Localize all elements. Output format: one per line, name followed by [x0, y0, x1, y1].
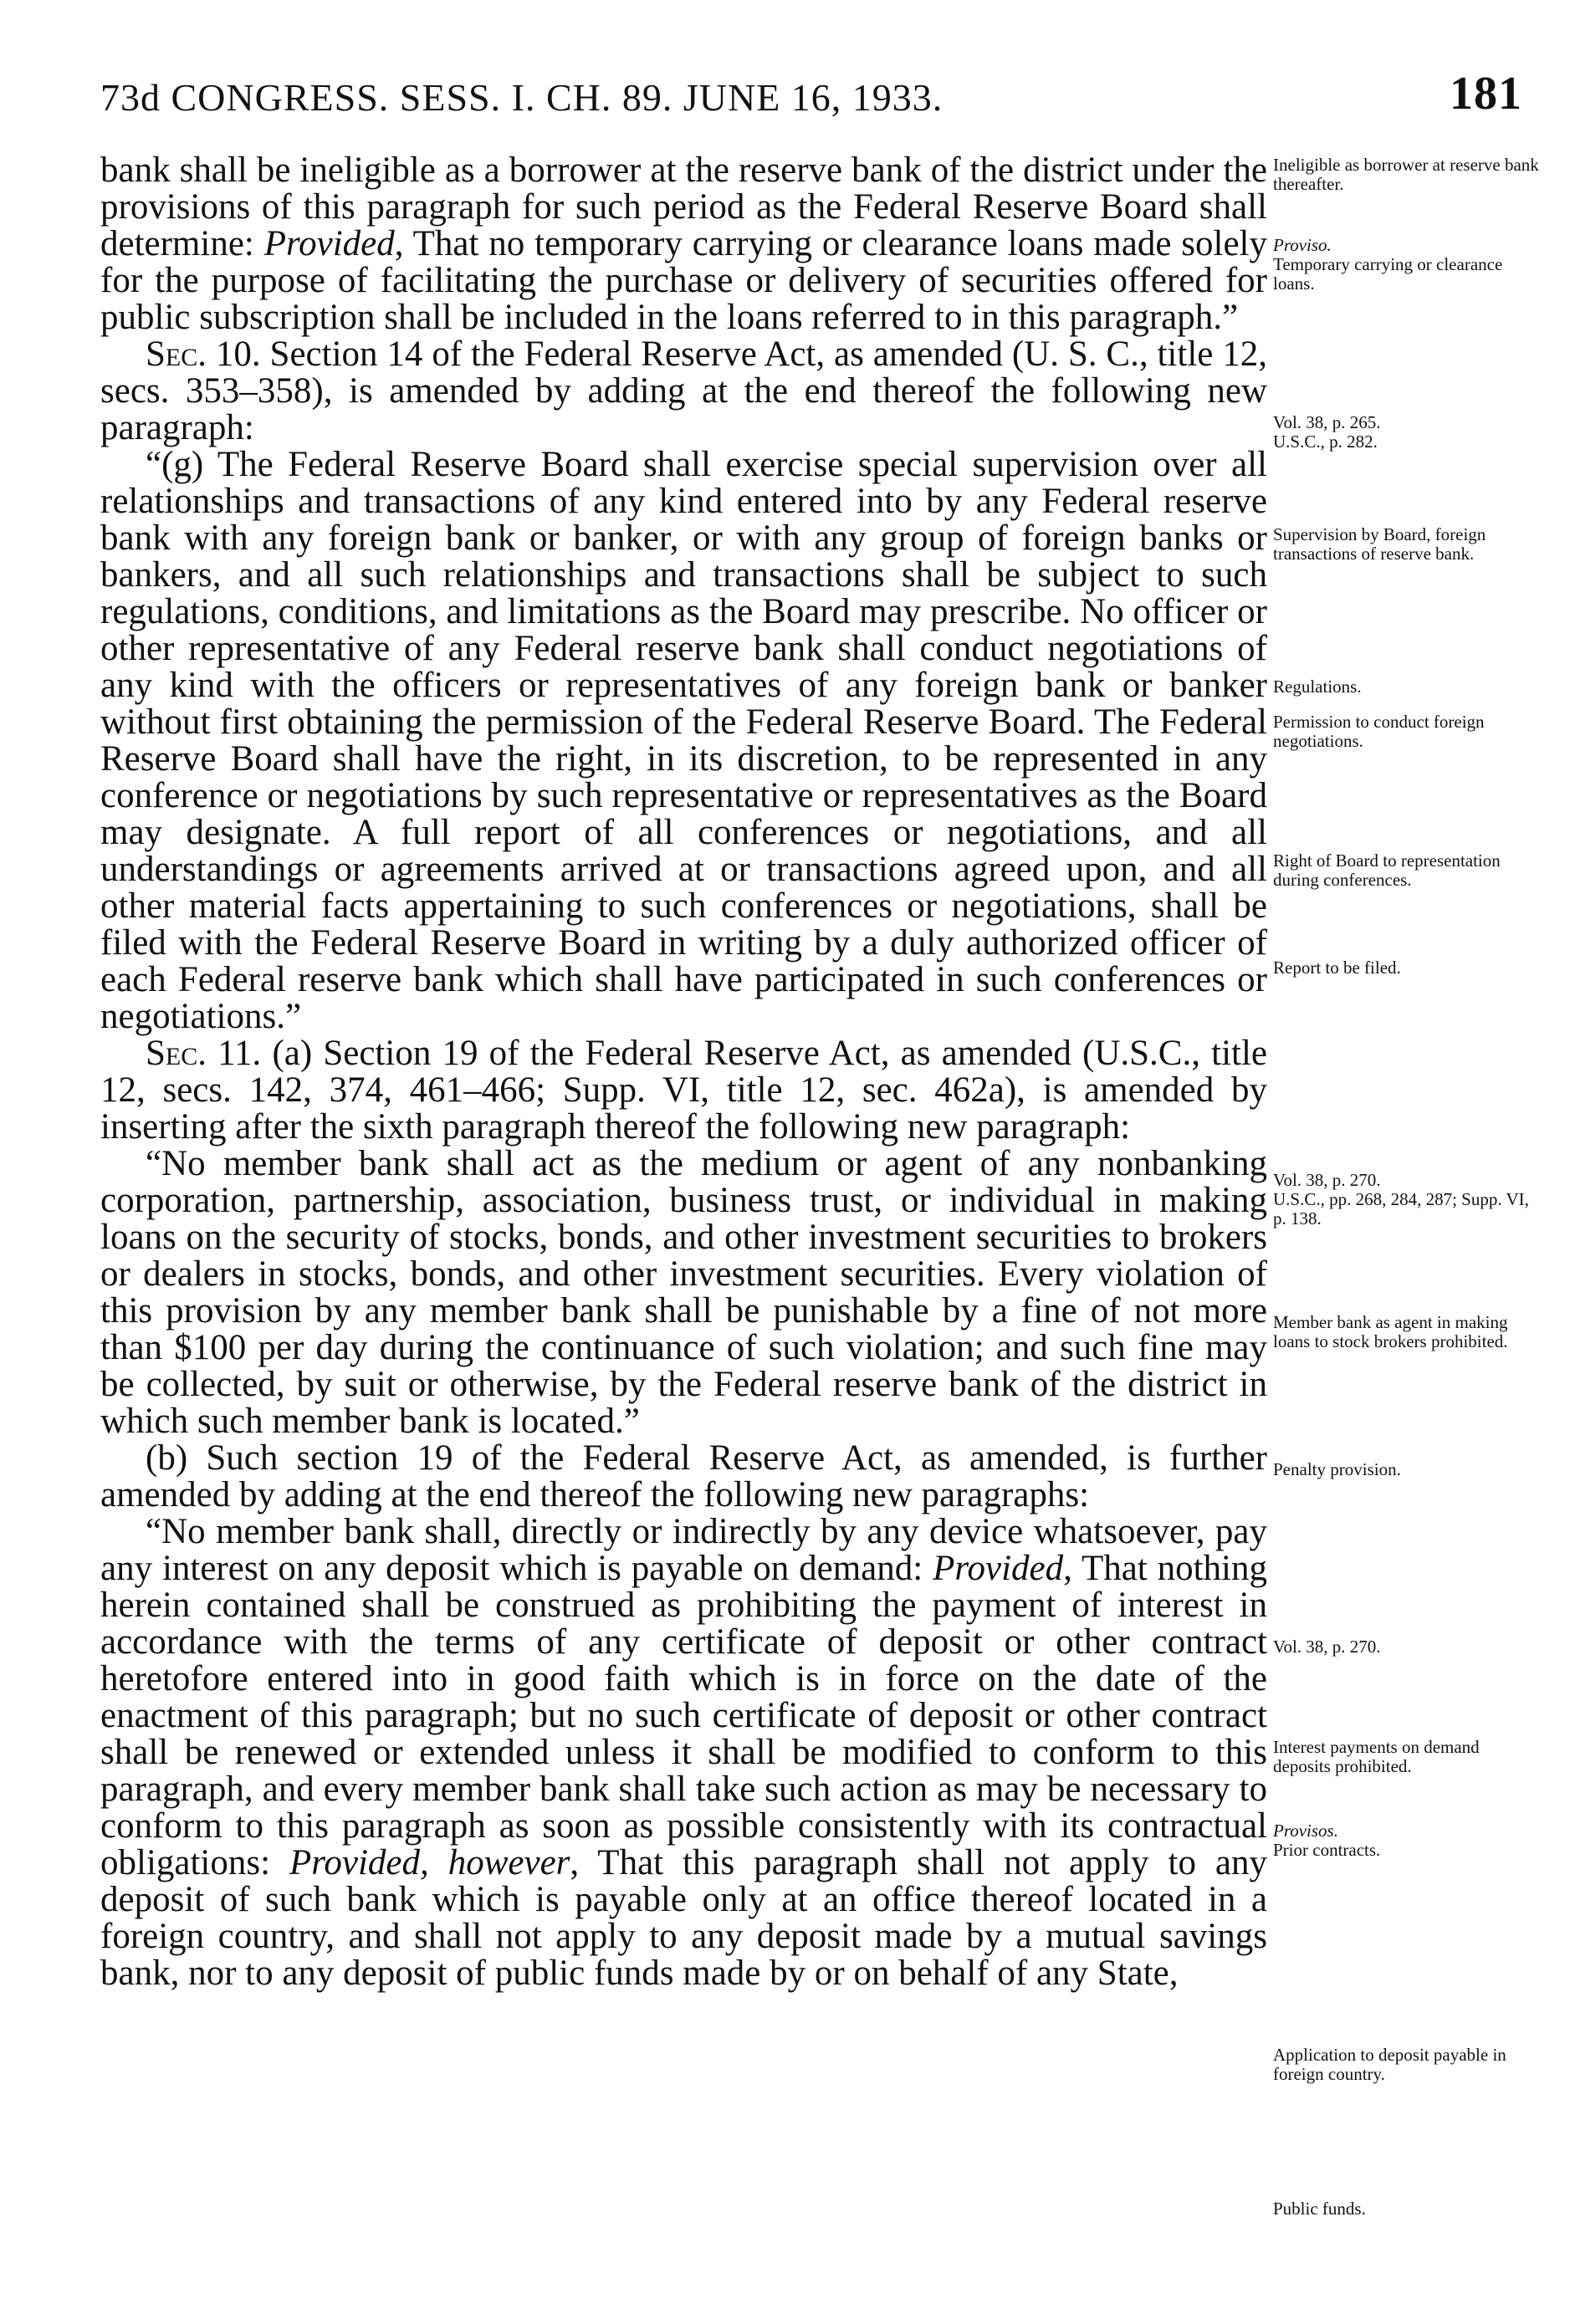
paragraph-b: (b) Such section 19 of the Federal Reserve Act, as amended, is further amended by adding at the end thereof the following new paragraphs:: [100, 1438, 1267, 1514]
margin-note-foreign-deposit: Application to deposit payable in foreign country.: [1273, 2045, 1506, 2084]
body-text: [100, 152, 1267, 1992]
margin-usc-ref-2: U.S.C., pp. 268, 284, 287; Supp. VI, p. 138.: [1273, 1189, 1529, 1228]
sec-10-label: Sec. 10.: [146, 335, 261, 374]
paragraph-interest: [100, 1514, 1267, 1992]
paragraph-member-bank-agent: “No member bank shall act as the medium or agent of any nonbanking corporation, partnership, association, business trust, or individual in making loans on the security of stocks, bonds, and other investment securities to brokers or dealers in stocks, bonds, and other investment securities. Every violation of this provision by any member bank shall be punishable by a fine of not more than $100 per day during the continuance of such violation; and such fine may be collected, by suit or otherwise, by the Federal reserve bank of the district in which such member bank is located.”: [100, 1144, 1267, 1441]
p7-proviso-1: Provided: [933, 1549, 1064, 1588]
margin-note-penalty: Penalty provision.: [1273, 1459, 1401, 1479]
margin-note-regulations: Regulations.: [1273, 677, 1362, 697]
margin-note-vol38-270: [1273, 1171, 1541, 1228]
margin-note-report: Report to be filed.: [1273, 958, 1401, 978]
p7-text-b: , That nothing herein contained shall be construed as prohibiting the payment of interest in accordance with the terms of any certificate of deposit or other contract heretofore entered into in good faith which is in force on the date of the enactment of this paragraph; but no such certificate of deposit or other contract shall be renewed or extended unless it shall be modified to conform to this paragraph, and every member bank shall take such action as may be necessary to conform to this paragraph as soon as possible consistently with its contractual obligations:: [100, 1549, 1267, 1882]
margin-provisos-label: Provisos.: [1273, 1821, 1338, 1841]
margin-note-member-bank-agent: Member bank as agent in making loans to stock brokers prohibited.: [1273, 1312, 1508, 1351]
margin-note-permission: Permission to conduct foreign negotiations.: [1273, 712, 1485, 751]
margin-note-supervision: Supervision by Board, foreign transactions of reserve bank.: [1273, 524, 1486, 564]
p7-text-a: “No member bank shall, directly or indirectly by any device whatsoever, pay any interest on any deposit which is payable on demand:: [100, 1512, 1267, 1588]
p1-text-a: bank shall be ineligible as a borrower at the reserve bank of the district under the provisions of this paragraph for such period as the Federal Reserve Board shall determine:: [100, 151, 1267, 263]
paragraph-sec-11: [100, 1035, 1267, 1146]
p1-text-b: , That no temporary carrying or clearance loans made solely for the purpose of facilitating the purchase or delivery of securities offered for public subscription shall be included in the loans referred to in this paragraph.”: [100, 224, 1267, 337]
margin-note-interest: Interest payments on demand deposits prohibited.: [1273, 1737, 1480, 1776]
sec-11-label: Sec. 11.: [146, 1034, 262, 1073]
margin-vol-ref-2: Vol. 38, p. 270.: [1273, 1170, 1381, 1190]
margin-prior-contracts: Prior contracts.: [1273, 1840, 1381, 1860]
sec-10-text: Section 14 of the Federal Reserve Act, as amended (U. S. C., title 12, secs. 353–358), is amended by adding at the end thereof the following new paragraph:: [100, 335, 1268, 447]
p1-proviso: Provided: [263, 224, 395, 263]
paragraph-g: “(g) The Federal Reserve Board shall exercise special supervision over all relationships and transactions of any kind entered into by any Federal reserve bank with any foreign bank or banker, or with any group of foreign banks or bankers, and all such relationships and transactions shall be subject to such regulations, conditions, and limitations as the Board may prescribe. No officer or other representative of any Federal reserve bank shall conduct negotiations of any kind with the officers or representatives of any foreign bank or banker without first obtaining the permission of the Federal Reserve Board. The Federal Reserve Board shall have the right, in its discretion, to be represented in any conference or negotiations by such representative or representatives as the Board may designate. A full report of all conferences or negotiations, and all understandings or agreements arrived at or transactions agreed upon, and all other material facts appertaining to such conferences or negotiations, shall be filed with the Federal Reserve Board in writing by a duly authorized officer of each Federal reserve bank which shall have participated in such conferences or negotiations.”: [100, 445, 1267, 1036]
page-number: 181: [1450, 68, 1522, 120]
margin-note-provisos: [1273, 1821, 1541, 1860]
margin-note-representation: Right of Board to representation during conferences.: [1273, 850, 1501, 890]
margin-note-proviso: [1273, 236, 1541, 294]
margin-usc-ref: U.S.C., p. 282.: [1273, 432, 1378, 452]
margin-note-vol38-265: [1273, 413, 1541, 452]
margin-note-public-funds: Public funds.: [1273, 2199, 1366, 2219]
p7-text-c: , That this paragraph shall not apply to any deposit of such bank which is payable only at an office thereof located in a foreign country, and shall not apply to any deposit made by a mutual savings bank, nor to any deposit of public funds made by or on behalf of any State,: [100, 1843, 1267, 1993]
p7-proviso-2: Provided, however: [289, 1843, 570, 1882]
margin-proviso-label: Proviso.: [1273, 235, 1332, 255]
paragraph-sec-10: [100, 336, 1267, 447]
sec-11-text: (a) Section 19 of the Federal Reserve Act, as amended (U.S.C., title 12, secs. 142, 374, 461–466; Supp. VI, title 12, sec. 462a), is amended by inserting after the sixth paragraph thereof the following new paragraph:: [100, 1034, 1267, 1147]
running-header: [100, 67, 1522, 134]
paragraph-1: [100, 152, 1267, 336]
margin-vol-ref: Vol. 38, p. 265.: [1273, 412, 1381, 432]
margin-note-vol38-270-b: Vol. 38, p. 270.: [1273, 1637, 1381, 1657]
running-head: 73d CONGRESS. SESS. I. CH. 89. JUNE 16, 1933.: [100, 76, 944, 119]
margin-temporary-loans: Temporary carrying or clearance loans.: [1273, 254, 1503, 294]
margin-note-ineligible: Ineligible as borrower at reserve bank thereafter.: [1273, 155, 1539, 194]
